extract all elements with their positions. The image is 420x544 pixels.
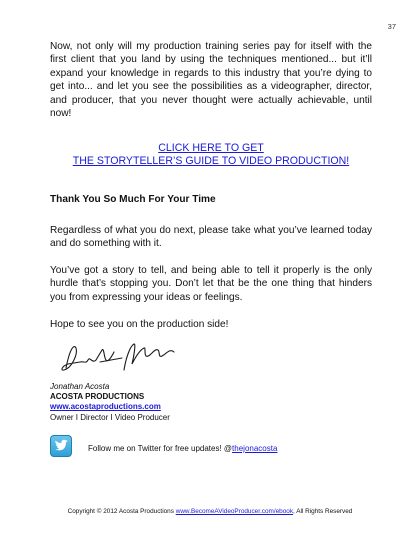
twitter-handle-link[interactable]: thejonacosta [232, 444, 278, 453]
footer-prefix: Copyright © 2012 Acosta Productions [67, 508, 176, 515]
footer-copyright [0, 508, 420, 515]
twitter-follow-text [88, 444, 277, 453]
paragraph-regardless: Regardless of what you do next, please take what you’ve learned today and do something with it. [50, 225, 372, 250]
footer-link[interactable]: www.BecomeAVideoProducer.com/ebook [175, 508, 294, 515]
signature-block [50, 382, 170, 423]
twitter-bird-icon[interactable] [50, 435, 72, 457]
cta-block [50, 142, 372, 169]
paragraph-hope: Hope to see you on the production side! [50, 319, 229, 330]
footer-suffix: , All Rights Reserved [293, 508, 353, 515]
intro-paragraph: Now, not only will my production training series pay for itself with the first client that you land by using the techniques mentioned... but it’ll expand your knowledge in regards to this industry that you’re dying to get into... and let you see the possibilities as a videographer, director, and producer, that you never thought were actually achievable, until now! [50, 41, 372, 120]
handwritten-signature [60, 338, 178, 378]
signer-name: Jonathan Acosta [50, 382, 110, 391]
website-link[interactable]: www.acostaproductions.com [50, 402, 161, 412]
page-number: 37 [387, 22, 396, 31]
company-name: ACOSTA PRODUCTIONS [50, 392, 145, 402]
cta-link-line-1[interactable]: CLICK HERE TO GET [158, 142, 264, 154]
paragraph-story: You’ve got a story to tell, and being able to tell it properly is the only hurdle that’s stopping you. Don’t let that be the one thing that hinders you from expressing your ideas or feelings. [50, 265, 372, 303]
cta-link-line-2[interactable]: THE STORYTELLER’S GUIDE TO VIDEO PRODUCTION! [72, 155, 350, 168]
section-heading: Thank You So Much For Your Time [50, 194, 216, 205]
signer-roles: Owner I Director I Video Producer [50, 412, 170, 422]
twitter-follow-label: Follow me on Twitter for free updates! @ [88, 444, 233, 453]
